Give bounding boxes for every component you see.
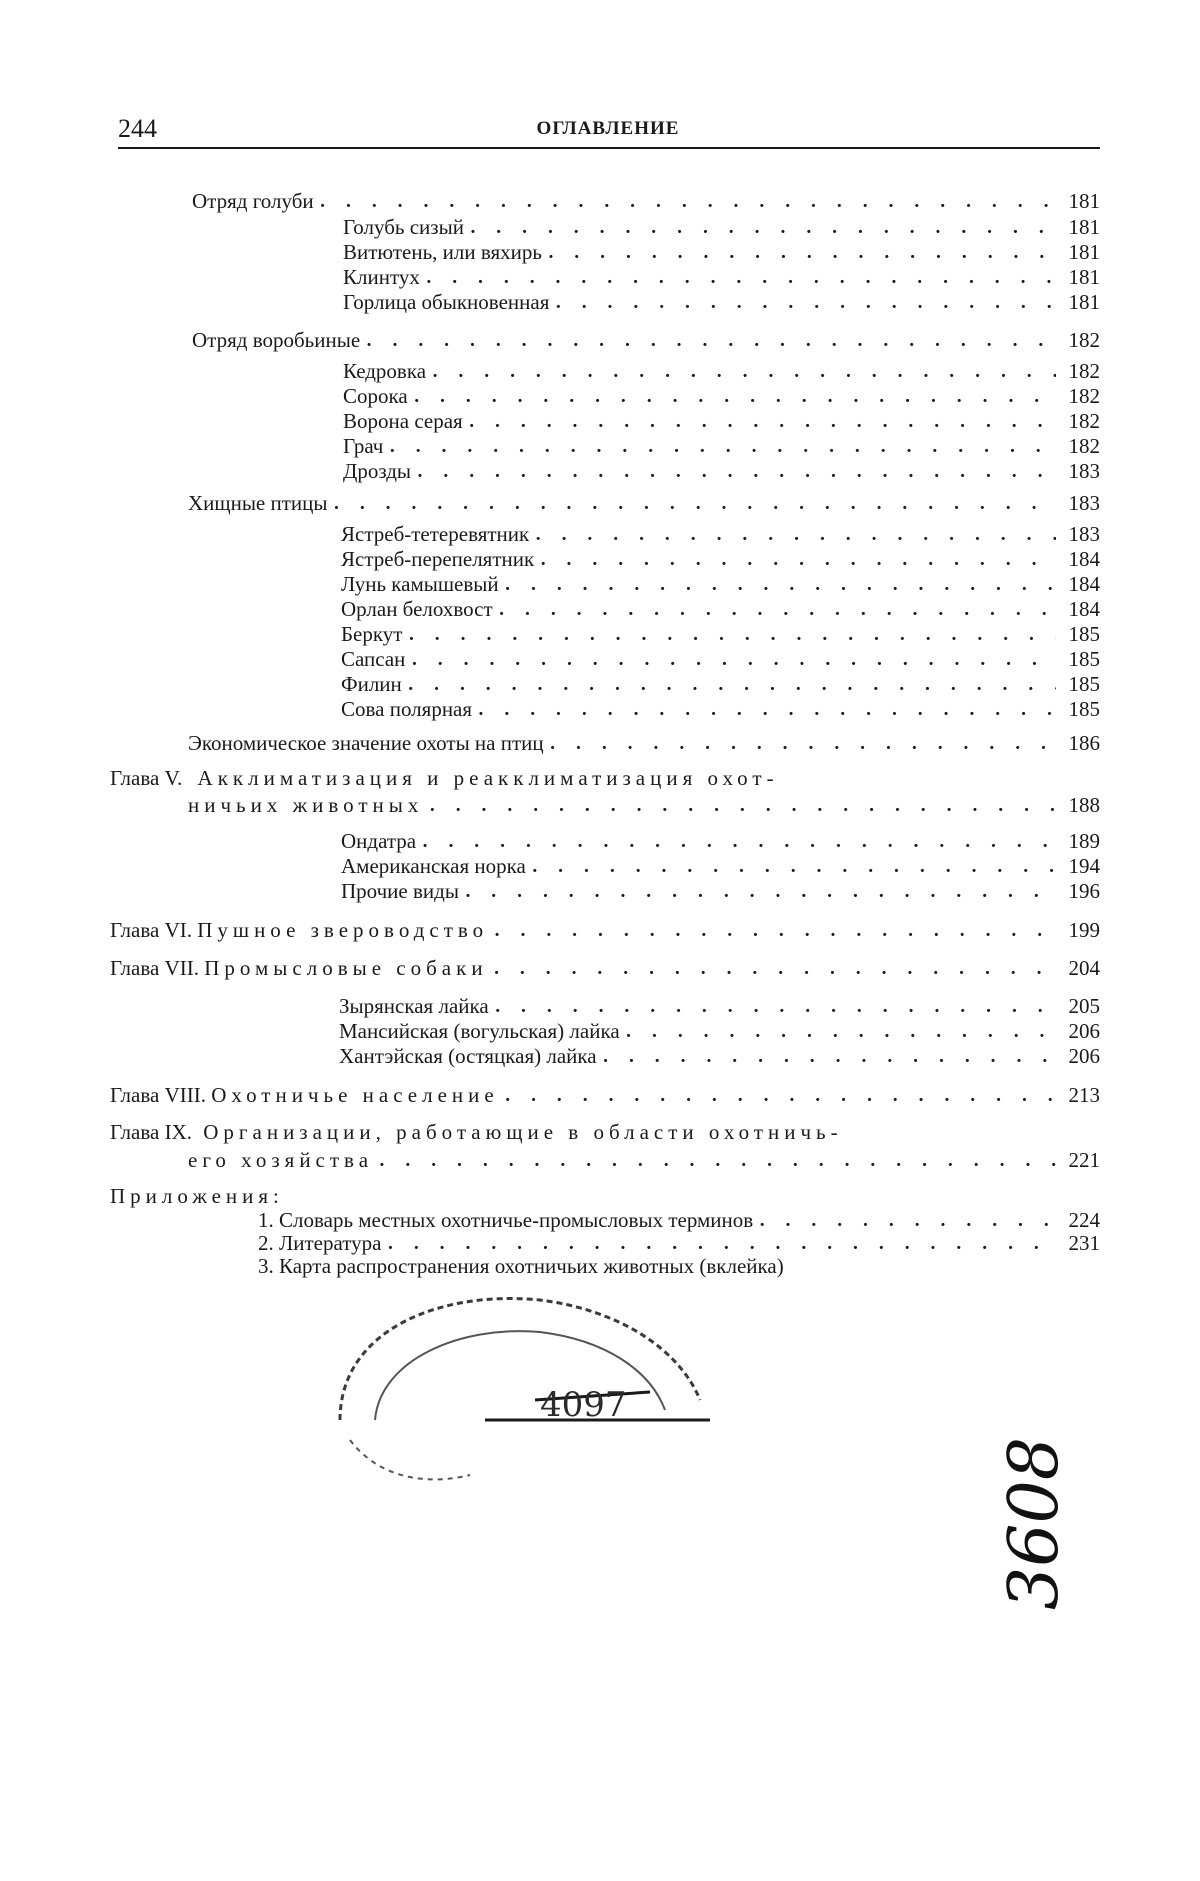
toc-entry-page: 182 [1068, 434, 1100, 458]
toc-entry-page: 213 [1068, 1083, 1100, 1107]
toc-entry-label: Витютень, или вяхирь [343, 240, 542, 264]
leader-dots [469, 414, 1056, 432]
toc-entry-page: 182 [1068, 384, 1100, 408]
leader-dots [494, 923, 1056, 941]
header-rule [118, 147, 1100, 149]
leader-dots [426, 270, 1056, 288]
toc-entry-page: 181 [1068, 189, 1100, 213]
toc-entry-page: 181 [1068, 290, 1100, 314]
chapter-label [110, 1085, 505, 1106]
stamp-number: 4097 [540, 1385, 627, 1425]
toc-entry-label: Ворона серая [343, 409, 463, 433]
toc-entry-page: 196 [1068, 879, 1100, 903]
chapter-title-continued: его хозяйства [188, 1148, 374, 1172]
leader-dots [478, 702, 1056, 720]
handwritten-number [985, 1415, 1075, 1615]
leader-dots [408, 627, 1056, 645]
toc-entry [188, 1145, 1100, 1171]
toc-entry-label: Беркут [341, 622, 403, 646]
toc-entry [341, 544, 1100, 570]
leader-dots [417, 464, 1056, 482]
toc-entry-page: 188 [1068, 793, 1100, 817]
toc-entry [339, 1016, 1100, 1042]
toc-entry-page: 221 [1068, 1148, 1100, 1172]
leader-dots [379, 1153, 1056, 1171]
chapter-number: Глава V. [110, 766, 183, 790]
chapter-title: Организации, работающие в области охотничь- [203, 1120, 843, 1144]
leader-dots [465, 884, 1056, 902]
toc-entry [341, 569, 1100, 595]
toc-entry-page: 194 [1068, 854, 1100, 878]
toc-entry-label: Сорока [343, 384, 408, 408]
toc-entry-page: 184 [1068, 597, 1100, 621]
chapter-entry [110, 1080, 1100, 1106]
leader-dots [540, 552, 1056, 570]
toc-entry [341, 519, 1100, 545]
toc-entry-label: Мансийская (вогульская) лайка [339, 1019, 620, 1043]
toc-entry [188, 790, 1100, 816]
leader-dots [626, 1024, 1056, 1042]
toc-entry [188, 488, 1100, 514]
toc-entry-page: 182 [1068, 409, 1100, 433]
leader-dots [505, 1088, 1056, 1106]
leader-dots [389, 439, 1056, 457]
toc-entry-label: Отряд голуби [192, 189, 314, 213]
toc-entry-label: Кедровка [343, 359, 427, 383]
toc-entry [341, 876, 1100, 902]
toc-entry-label: Ястреб-перепелятник [341, 547, 535, 571]
chapter-label [110, 958, 494, 979]
toc-entry-page: 186 [1068, 731, 1100, 755]
toc-entry-page: 182 [1068, 328, 1100, 352]
toc-entry [343, 431, 1100, 457]
toc-entry-page: 185 [1068, 622, 1100, 646]
toc-entry [192, 186, 1100, 212]
appendix-label: 2. Литература [258, 1231, 382, 1255]
toc-entry-page: 183 [1068, 459, 1100, 483]
toc-entry [341, 594, 1100, 620]
leader-dots [429, 798, 1056, 816]
toc-entry-page: 181 [1068, 240, 1100, 264]
leader-dots [414, 389, 1056, 407]
handwritten-number-text: 3608 [995, 1436, 1074, 1610]
toc-entry-label: Ястреб-тетеревятник [341, 522, 530, 546]
chapter-heading [110, 766, 1050, 791]
chapter-entry [110, 953, 1100, 979]
toc-entry-page: 199 [1068, 918, 1100, 942]
toc-entry-label: Зырянская лайка [339, 994, 489, 1018]
toc-entry-page: 183 [1068, 522, 1100, 546]
leader-dots [603, 1049, 1056, 1067]
leader-dots [366, 333, 1056, 351]
toc-entry-page: 182 [1068, 359, 1100, 383]
toc-entry-label: Лунь камышевый [341, 572, 499, 596]
toc-entry [341, 644, 1100, 670]
toc-entry-label: Хищные птицы [188, 491, 328, 515]
toc-entry [341, 669, 1100, 695]
leader-dots [495, 999, 1056, 1017]
leader-dots [532, 859, 1056, 877]
chapter-title: Акклиматизация и реакклиматизация охот- [197, 766, 779, 790]
toc-entry [192, 325, 1100, 351]
leader-dots [320, 194, 1056, 212]
toc-entry-page: 181 [1068, 215, 1100, 239]
chapter-entry [110, 915, 1100, 941]
appendix-item [258, 1228, 1100, 1254]
chapter-number: Глава VIII. [110, 1083, 206, 1107]
appendix-label: 3. Карта распространения охотничьих животных (вклейка) [258, 1254, 784, 1278]
toc-entry [341, 619, 1100, 645]
toc-entry [341, 851, 1100, 877]
toc-entry-page: 206 [1068, 1019, 1100, 1043]
toc-entry-label: Грач [343, 434, 384, 458]
appendix-page: 231 [1068, 1231, 1100, 1255]
page-number: 244 [118, 114, 157, 143]
leader-dots [470, 220, 1056, 238]
toc-entry-label: Голубь сизый [343, 215, 464, 239]
toc-entry-label: Сапсан [341, 647, 406, 671]
chapter-title: Пушное звероводство [197, 918, 489, 942]
toc-entry-label: Клинтух [343, 265, 420, 289]
toc-entry [339, 1041, 1100, 1067]
chapter-heading [110, 1120, 1100, 1145]
library-stamp-icon [320, 1270, 740, 1490]
toc-entry [343, 356, 1100, 382]
toc-entry-page: 185 [1068, 647, 1100, 671]
chapter-title: Охотничье население [211, 1083, 499, 1107]
leader-dots [499, 602, 1056, 620]
leader-dots [550, 736, 1056, 754]
toc-entry-label: Ондатра [341, 829, 417, 853]
toc-entry-label: Хантэйская (остяцкая) лайка [339, 1044, 597, 1068]
leader-dots [408, 677, 1056, 695]
leader-dots [334, 496, 1057, 514]
toc-entry-label: Прочие виды [341, 879, 459, 903]
leader-dots [555, 295, 1056, 313]
running-title: ОГЛАВЛЕНИЕ [536, 118, 680, 139]
leader-dots [422, 834, 1056, 852]
leader-dots [432, 364, 1056, 382]
leader-dots [548, 245, 1056, 263]
toc-entry-label: Орлан белохвост [341, 597, 493, 621]
toc-entry-page: 204 [1068, 956, 1100, 980]
toc-entry-page: 181 [1068, 265, 1100, 289]
toc-entry [343, 212, 1100, 238]
leader-dots [505, 577, 1056, 595]
toc-entry [343, 381, 1100, 407]
toc-entry [341, 826, 1100, 852]
toc-entry [341, 694, 1100, 720]
toc-entry [343, 406, 1100, 432]
chapter-title: Промысловые собаки [204, 956, 488, 980]
toc-entry-label: Американская норка [341, 854, 526, 878]
toc-entry [339, 991, 1100, 1017]
chapter-number: Глава IX. [110, 1120, 192, 1144]
toc-entry [343, 237, 1100, 263]
chapter-title-continued: ничьих животных [188, 793, 424, 817]
toc-entry-label: Сова полярная [341, 697, 473, 721]
toc-entry-page: 189 [1068, 829, 1100, 853]
toc-entry [188, 728, 1100, 754]
toc-entry [343, 287, 1100, 313]
toc-entry-page: 205 [1068, 994, 1100, 1018]
leader-dots [411, 652, 1056, 670]
running-header [118, 112, 1098, 152]
toc-entry-page: 184 [1068, 572, 1100, 596]
toc-entry-page: 183 [1068, 491, 1100, 515]
toc-entry-page: 206 [1068, 1044, 1100, 1068]
toc-entry-page: 185 [1068, 697, 1100, 721]
toc-entry-page: 184 [1068, 547, 1100, 571]
toc-entry-page: 185 [1068, 672, 1100, 696]
chapter-number: Глава VI. [110, 918, 192, 942]
toc-entry [343, 262, 1100, 288]
appendix-page: 224 [1068, 1208, 1100, 1232]
leader-dots [535, 527, 1056, 545]
appendix-label: 1. Словарь местных охотничье-промысловых терминов [258, 1208, 754, 1232]
appendices-heading: Приложения: [110, 1184, 284, 1208]
toc-entry-label: Дрозды [343, 459, 412, 483]
toc-entry-label: Отряд воробьиные [192, 328, 361, 352]
toc-entry-label: Экономическое значение охоты на птиц [188, 731, 544, 755]
toc-entry-label: Горлица обыкновенная [343, 290, 550, 314]
leader-dots [494, 961, 1056, 979]
toc-entry-label: Филин [341, 672, 402, 696]
leader-dots [387, 1236, 1056, 1254]
chapter-number: Глава VII. [110, 956, 199, 980]
toc-entry [343, 456, 1100, 482]
chapter-label [110, 920, 494, 941]
